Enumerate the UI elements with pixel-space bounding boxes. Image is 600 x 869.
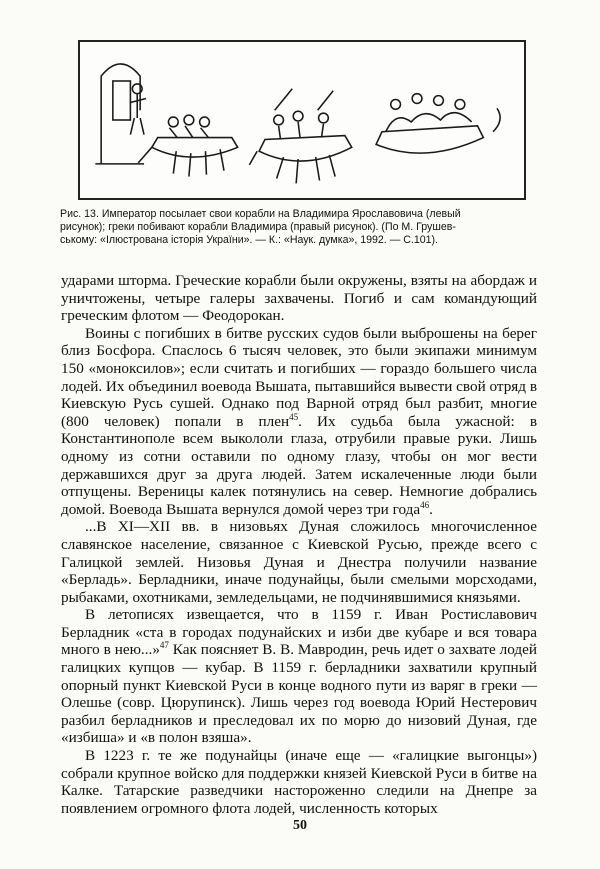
boat-right [376,126,483,153]
figure-caption [60,208,540,247]
paragraph: В 1223 г. те же подунайцы (иначе еще — «галицкие выгонцы») собрали крупное войско для поддержки князей Киевской Руси в битве на Калке. Татарские разведчики настороженно следили на Днепре за появлением огромного флота лодей, численность которых [61,747,537,817]
tower-outline [101,64,140,164]
paragraph [61,606,537,747]
paragraph-text: . Их судьба была ужасной: в Константинополе всем выкололи глаза, отрубили правые руки. Лишь одному из сотни оставили по одному глазу, чтобы он мог вести державшихся друг за друга людей. Затем искалеченные люди были отпущены. Вереницы калек потянулись на север. Немногие добрались домой. Воевода Вышата вернулся домой через три года [61,412,537,518]
paragraph: ...В XI—XII вв. в низовьях Дуная сложилось многочисленное славянское население, связанное с Киевской Русью, прежде всего с Галицкой землей. Низовья Дуная и Днестра получили название «Берладь». Берладники, иначе подунайцы, были смелыми морсходами, рыбаками, охотниками, земледельцами, не подчинявшимися князьями. [61,518,537,606]
boat-left [152,138,238,158]
illustration [78,40,526,200]
tower-window [113,81,131,120]
ship-illustration [80,42,524,198]
caption-line: Рис. 13. Император посылает свои корабли на Владимира Ярославовича (левый [60,208,461,220]
caption-line: ському: «Ілюстрована історія України». — К.: «Наук. думка», 1992. — С.101). [60,234,438,246]
paragraph-text: Воины с погибших в битве русских судов были выброшены на берег близ Босфора. Спаслось 6 тысяч человек, это были экипажи минимум 150 «моноксилов»; если считать и погибших — гораздо большего числа лодей. Их объединил воевода Вышата, пытавшийся вывести свой отряд в Киевскую Русь сушей. Однако под Варной отряд был разбит, многие (800 человек) попали в плен [61,324,537,430]
caption-line: рисунок); греки побивают корабли Владимира (правый рисунок). (По М. Грушев- [60,221,456,233]
page-number: 50 [293,818,307,833]
paragraph: ударами шторма. Греческие корабли были окружены, взяты на абордаж и уничтожены, четыре галеры захвачены. Погиб и сам командующий греческим флотом — Феодорокан. [61,272,537,325]
body-text [61,272,537,817]
footnote-ref: 46 [420,499,430,510]
paragraph-text: . [429,500,433,518]
paragraph-text: В летописях извещается, что в 1159 г. Иван Ростиславович Берладник «ста в городах подунайских и изби две кубаре и вся товара много в нею...» [61,606,537,659]
footnote-ref: 47 [159,640,169,651]
footnote-ref: 45 [289,411,299,422]
boat-middle [259,136,352,161]
paragraph-text: Как поясняет В. В. Мавродин, речь идет о захвате лодей галицких купцов — кубар. В 1159 г. берладники захватили крупный опорный пункт Киевской Руси в конце водного пути из варяг в греки — Олешье (совр. Цюрупинск). Лишь через год воевода Юрий Нестерович разбил берладников и преследовал их по морю до низовий Дуная, где «избиша» и «в полон взяша». [61,641,537,747]
paragraph [61,325,537,519]
